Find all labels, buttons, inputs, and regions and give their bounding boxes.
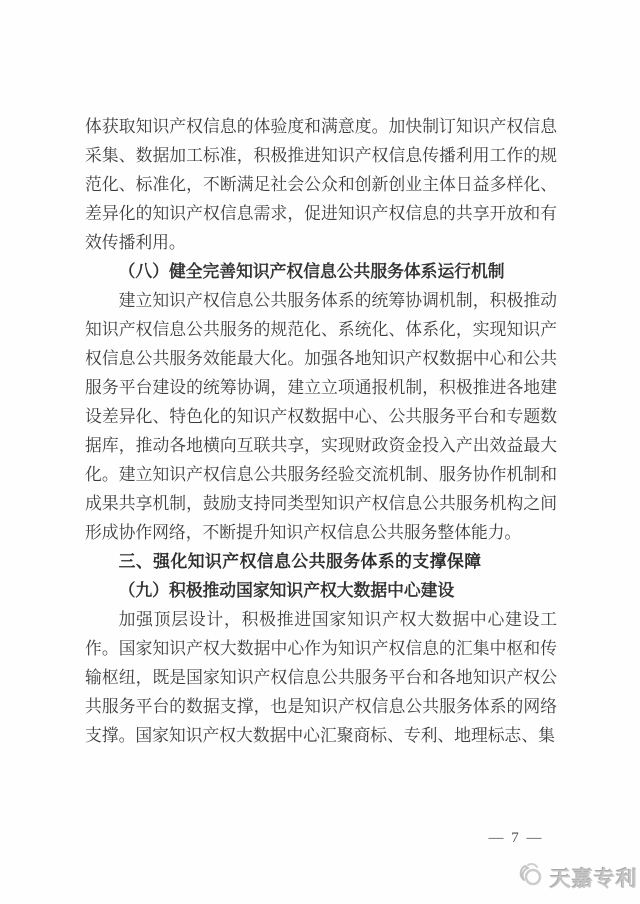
section-major-heading-3: 三、强化知识产权信息公共服务体系的支撑保障 <box>118 552 482 571</box>
swirl-logo-icon <box>516 860 546 895</box>
brand-watermark <box>516 860 638 895</box>
paragraph-3: 加强顶层设计，积极推进国家知识产权大数据中心建设工作。国家知识产权大数据中心作为知识产权信息的汇集中枢和传输枢纽，既是国家知识产权信息公共服务平台和各地知识产权公共服务平台的数据支撑，也是知识产权信息公共服务体系的网络支撑。国家知识产权大数据中心汇聚商标、专利、地理标志、集 <box>85 610 557 745</box>
paragraph-2: 建立知识产权信息公共服务体系的统筹协调机制，积极推动知识产权信息公共服务的规范化、系统化、体系化，实现知识产权信息公共服务效能最大化。加强各地知识产权数据中心和公共服务平台建设的统筹协调，建立立项通报机制，积极推进各地建设差异化、特色化的知识产权数据中心、公共服务平台和专题数据库，推动各地横向互联共享，实现财政资金投入产出效益最大化。建立知识产权信息公共服务经验交流机制、服务协作机制和成果共享机制，鼓励支持同类型知识产权信息公共服务机构之间形成协作网络，不断提升知识产权信息公共服务整体能力。 <box>85 291 557 542</box>
document-text-column <box>85 112 557 750</box>
watermark-text: 天嘉专利 <box>550 867 638 891</box>
page-number: — 7 — <box>488 830 544 846</box>
paragraph-continued: 体获取知识产权信息的体验度和满意度。加快制订知识产权信息采集、数据加工标准，积极推进知识产权信息传播利用工作的规范化、标准化，不断满足社会公众和创新创业主体日益多样化、差异化的知识产权信息需求，促进知识产权信息的共享开放和有效传播利用。 <box>85 117 557 252</box>
section-subheading-8: （八）健全完善知识产权信息公共服务体系运行机制 <box>118 262 505 281</box>
section-subheading-9: （九）积极推动国家知识产权大数据中心建设 <box>118 581 455 600</box>
